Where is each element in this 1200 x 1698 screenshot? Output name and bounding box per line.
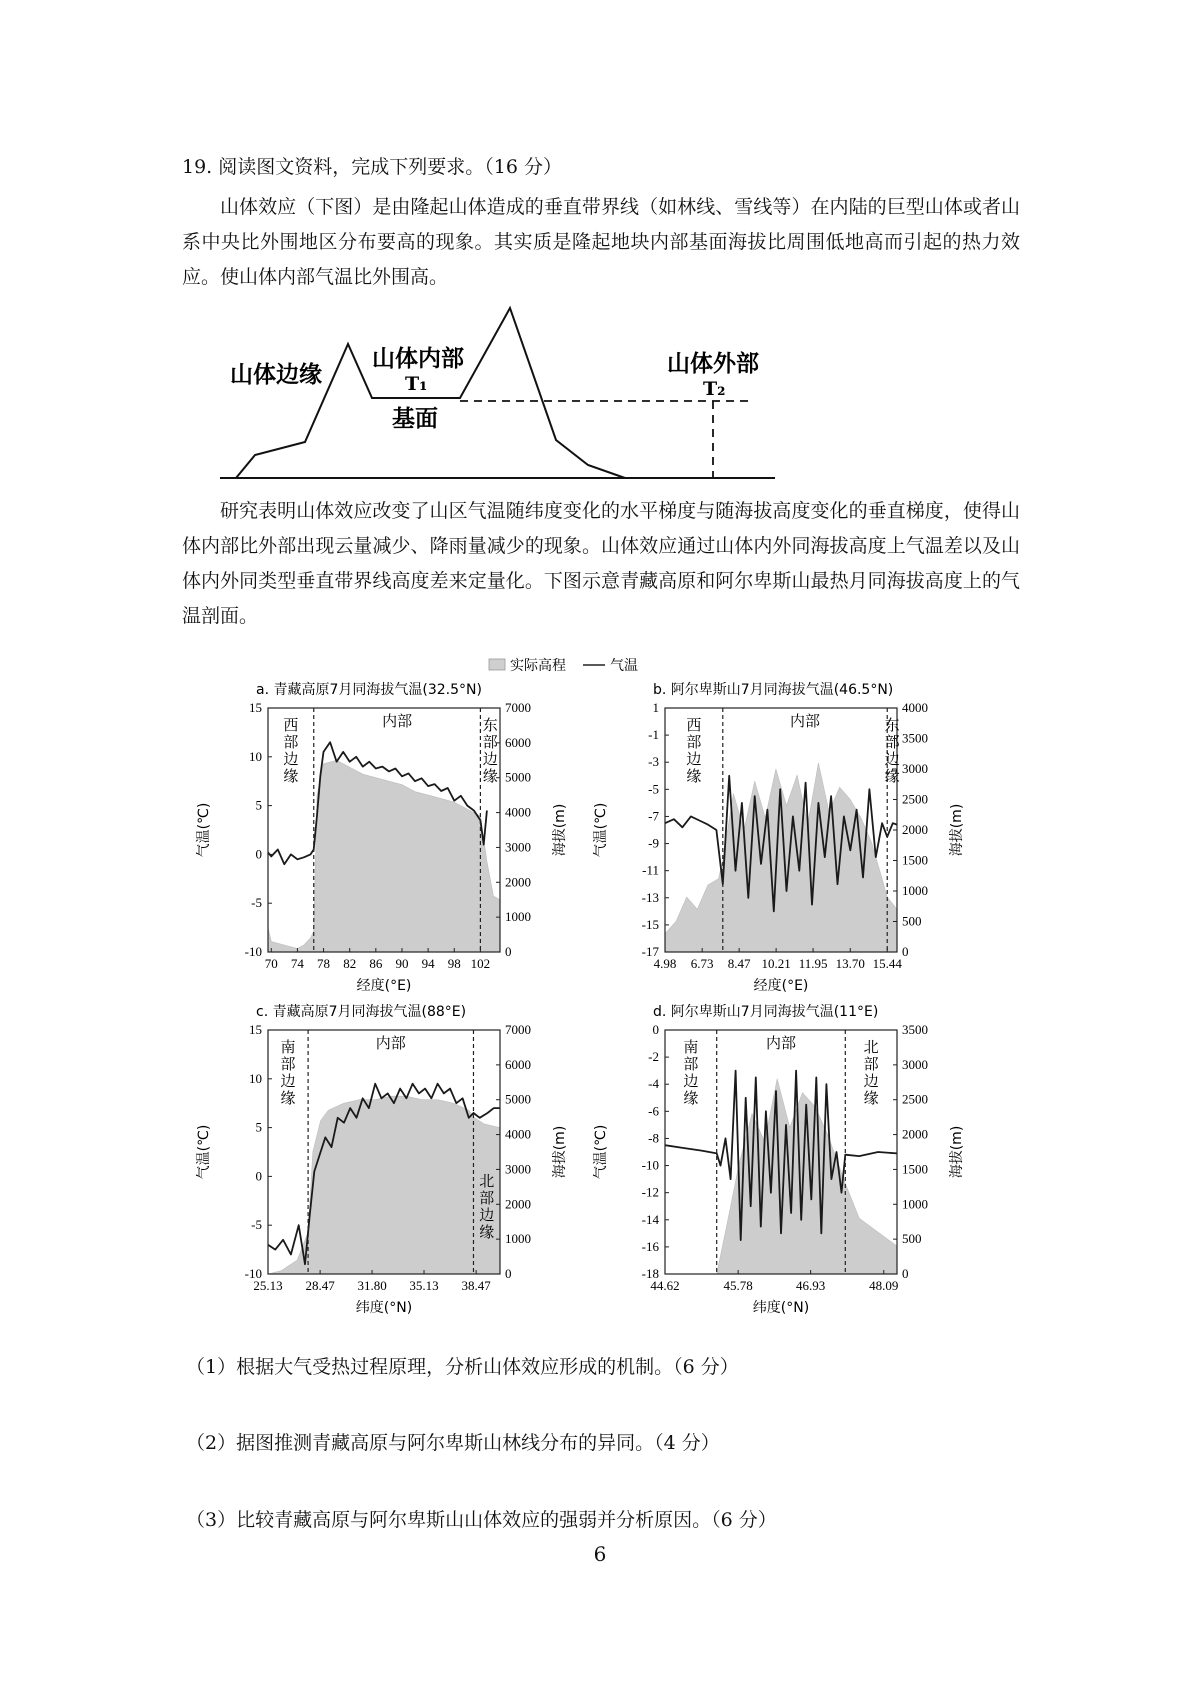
x-axis-tick-label: 35.13	[409, 1278, 439, 1293]
left-axis-tick-label: -1	[648, 727, 659, 743]
right-axis-tick-label: 1000	[505, 1231, 531, 1247]
right-axis-tick-label: 1500	[902, 852, 928, 868]
x-axis-tick-label: 11.95	[798, 956, 828, 971]
right-axis-tick-label: 6000	[505, 734, 531, 750]
left-axis-tick-label: 1	[652, 700, 659, 715]
right-axis-tick-label: 5000	[505, 1091, 531, 1107]
zone-label-start: 缘	[686, 767, 702, 785]
zone-label-end: 北	[863, 1038, 879, 1056]
diagram-edge-label: 山体边缘	[230, 362, 322, 388]
left-axis-tick-label: 0	[652, 1022, 659, 1037]
zone-label-start: 部	[683, 1055, 699, 1073]
sub-question-2: （2）据图推测青藏高原与阿尔卑斯山林线分布的异同。（4 分）	[186, 1432, 720, 1454]
chart-title: b. 阿尔卑斯山7月同海拔气温(46.5°N)	[653, 682, 894, 698]
chart-legend	[489, 657, 638, 674]
intro-paragraph: 山体效应（下图）是由隆起山体造成的垂直带界线（如林线、雪线等）在内陆的巨型山体或者山系中央比外围地区分布要高的现象。其实质是隆起地块内部基面海拔比周围低地高而引起的热力效应。使山体内部气温比外围高。	[182, 196, 1020, 288]
zone-label-end: 东	[884, 716, 900, 734]
chart-panel-d	[593, 1003, 965, 1316]
right-axis-tick-label: 7000	[505, 700, 531, 715]
right-axis-tick-label: 4000	[505, 1126, 531, 1142]
left-axis-title: 气温(℃)	[593, 1124, 609, 1180]
zone-label-end: 边	[863, 1072, 879, 1090]
x-axis-tick-label: 46.93	[796, 1278, 826, 1293]
page-number: 6	[593, 1542, 607, 1566]
left-axis-tick-label: -10	[641, 1157, 659, 1173]
left-axis-tick-label: -14	[641, 1211, 659, 1227]
elevation-area	[665, 1079, 897, 1274]
x-axis-tick-label: 10.21	[761, 956, 791, 971]
x-axis-tick-label: 70	[264, 956, 278, 971]
x-axis-title: 纬度(°N)	[752, 1300, 810, 1316]
x-axis-tick-label: 31.80	[357, 1278, 387, 1293]
diagram-outer-label: 山体外部	[667, 351, 759, 377]
diagram-inner-label: 山体内部	[372, 346, 464, 372]
sub-question-3: （3）比较青藏高原与阿尔卑斯山山体效应的强弱并分析原因。（6 分）	[186, 1509, 777, 1531]
zone-label-inner: 内部	[789, 712, 821, 730]
left-axis-tick-label: -7	[648, 808, 659, 824]
chart-title: d. 阿尔卑斯山7月同海拔气温(11°E)	[653, 1004, 879, 1020]
chart-panel-b	[593, 681, 965, 994]
right-axis-tick-label: 5000	[505, 769, 531, 785]
left-axis-tick-label: -5	[251, 895, 262, 911]
left-axis-tick-label: -10	[244, 1266, 262, 1281]
zone-label-end: 缘	[479, 1223, 495, 1241]
right-axis-tick-label: 3500	[902, 1022, 928, 1037]
left-axis-tick-label: -6	[648, 1103, 659, 1119]
zone-label-end: 边	[482, 750, 498, 768]
x-axis-title: 纬度(°N)	[355, 1300, 413, 1316]
left-axis-tick-label: -3	[648, 754, 659, 770]
x-axis-tick-label: 28.47	[305, 1278, 335, 1293]
right-axis-tick-label: 2500	[902, 1091, 928, 1107]
right-axis-tick-label: 4000	[505, 804, 531, 820]
left-axis-tick-label: 10	[249, 1070, 262, 1086]
left-axis-title: 气温(℃)	[196, 802, 212, 858]
x-axis-tick-label: 4.98	[653, 956, 677, 971]
left-axis-tick-label: -10	[244, 944, 262, 959]
right-axis-tick-label: 0	[902, 944, 909, 959]
zone-label-end: 边	[884, 750, 900, 768]
left-axis-tick-label: -18	[641, 1266, 659, 1281]
zone-label-inner: 内部	[765, 1034, 797, 1052]
zone-label-start: 边	[280, 1072, 296, 1090]
zone-label-start: 部	[280, 1055, 296, 1073]
right-axis-tick-label: 2000	[505, 1196, 531, 1212]
right-axis-tick-label: 3000	[902, 761, 928, 776]
x-axis-tick-label: 8.47	[727, 956, 751, 971]
right-axis-tick-label: 500	[902, 913, 922, 929]
right-axis-tick-label: 0	[505, 1266, 512, 1281]
right-axis-tick-label: 1500	[902, 1161, 928, 1177]
mountain-effect-diagram	[220, 308, 775, 478]
zone-label-inner: 内部	[382, 712, 413, 730]
legend-elevation-label: 实际高程	[510, 658, 566, 674]
zone-label-end: 缘	[482, 767, 498, 785]
x-axis-tick-label: 15.44	[872, 956, 902, 971]
left-axis-title: 气温(℃)	[593, 802, 609, 858]
zone-label-end: 部	[479, 1189, 495, 1207]
left-axis-tick-label: -8	[648, 1130, 659, 1146]
right-axis-tick-label: 3500	[902, 730, 928, 746]
zone-label-start: 南	[280, 1038, 296, 1056]
zone-label-start: 部	[283, 733, 299, 751]
charts-group	[196, 681, 965, 1316]
left-axis-tick-label: -12	[641, 1184, 659, 1200]
right-axis-tick-label: 3000	[902, 1056, 928, 1072]
right-axis-tick-label: 2000	[505, 874, 531, 890]
chart-title: c. 青藏高原7月同海拔气温(88°E)	[256, 1004, 467, 1020]
right-axis-tick-label: 6000	[505, 1056, 531, 1072]
left-axis-tick-label: 0	[255, 846, 262, 862]
left-axis-title: 气温(℃)	[196, 1124, 212, 1180]
diagram-t1-label: T₁	[405, 373, 428, 395]
right-axis-tick-label: 500	[902, 1231, 922, 1247]
zone-label-start: 部	[686, 733, 702, 751]
zone-label-end: 部	[482, 733, 498, 751]
right-axis-tick-label: 1000	[902, 883, 928, 898]
zone-label-inner: 内部	[375, 1034, 406, 1052]
x-axis-tick-label: 13.70	[835, 956, 865, 971]
left-axis-tick-label: 5	[255, 797, 262, 813]
research-paragraph: 研究表明山体效应改变了山区气温随纬度变化的水平梯度与随海拔高度变化的垂直梯度，使得山体内部比外部出现云量减少、降雨量减少的现象。山体效应通过山体内外同海拔高度上气温差以及山体内外同类型垂直带界线高度差来定量化。下图示意青藏高原和阿尔卑斯山最热月同海拔高度上的气温剖面。	[182, 500, 1020, 627]
right-axis-tick-label: 2000	[902, 1126, 928, 1142]
zone-label-start: 边	[686, 750, 702, 768]
left-axis-tick-label: -5	[648, 781, 659, 797]
x-axis-tick-label: 94	[421, 956, 435, 971]
zone-label-start: 缘	[283, 767, 299, 785]
chart-panel-c	[196, 1003, 568, 1316]
legend-temperature-label: 气温	[610, 658, 638, 674]
right-axis-tick-label: 2500	[902, 791, 928, 807]
zone-label-end: 部	[884, 733, 900, 751]
x-axis-tick-label: 82	[343, 956, 357, 971]
left-axis-tick-label: -4	[648, 1076, 659, 1092]
x-axis-tick-label: 74	[290, 956, 304, 971]
diagram-t2-label: T₂	[703, 378, 726, 400]
x-axis-title: 经度(°E)	[356, 978, 412, 994]
right-axis-tick-label: 7000	[505, 1022, 531, 1037]
left-axis-tick-label: 10	[249, 748, 262, 764]
x-axis-tick-label: 48.09	[869, 1278, 899, 1293]
zone-label-end: 东	[482, 716, 498, 734]
x-axis-tick-label: 98	[447, 956, 461, 971]
x-axis-tick-label: 6.73	[690, 956, 714, 971]
right-axis-tick-label: 4000	[902, 700, 928, 715]
left-axis-tick-label: -9	[648, 835, 659, 851]
legend-elevation-swatch	[489, 659, 505, 670]
sub-question-1: （1）根据大气受热过程原理，分析山体效应形成的机制。（6 分）	[186, 1356, 739, 1378]
left-axis-tick-label: 15	[249, 700, 262, 715]
right-axis-tick-label: 0	[505, 944, 512, 959]
zone-label-start: 缘	[683, 1089, 699, 1107]
left-axis-tick-label: -11	[642, 862, 659, 878]
right-axis-tick-label: 3000	[505, 839, 531, 855]
zone-label-start: 西	[686, 716, 702, 734]
x-axis-tick-label: 90	[395, 956, 409, 971]
diagram-base-label: 基面	[392, 406, 438, 432]
x-axis-title: 经度(°E)	[753, 978, 809, 994]
zone-label-end: 北	[479, 1172, 495, 1190]
left-axis-tick-label: -17	[641, 944, 659, 959]
right-axis-title: 海拔(m)	[552, 803, 568, 857]
zone-label-start: 西	[283, 716, 299, 734]
left-axis-tick-label: 5	[255, 1119, 262, 1135]
left-axis-tick-label: -2	[648, 1049, 659, 1065]
zone-label-end: 部	[863, 1055, 879, 1073]
x-axis-tick-label: 38.47	[461, 1278, 491, 1293]
left-axis-tick-label: -13	[641, 889, 659, 905]
mountain-profile	[236, 308, 625, 478]
right-axis-title: 海拔(m)	[949, 1125, 965, 1179]
zone-label-start: 边	[683, 1072, 699, 1090]
left-axis-tick-label: -16	[641, 1238, 659, 1254]
x-axis-tick-label: 45.78	[723, 1278, 753, 1293]
elevation-area	[268, 760, 500, 952]
zone-label-start: 边	[283, 750, 299, 768]
zone-label-start: 南	[683, 1038, 699, 1056]
right-axis-tick-label: 1000	[505, 909, 531, 925]
right-axis-title: 海拔(m)	[552, 1125, 568, 1179]
chart-title: a. 青藏高原7月同海拔气温(32.5°N)	[256, 682, 482, 698]
right-axis-title: 海拔(m)	[949, 803, 965, 857]
x-axis-tick-label: 102	[470, 956, 491, 971]
x-axis-tick-label: 25.13	[253, 1278, 283, 1293]
left-axis-tick-label: 15	[249, 1022, 262, 1037]
zone-label-end: 边	[479, 1206, 495, 1224]
x-axis-tick-label: 86	[369, 956, 383, 971]
question-title: 19. 阅读图文资料，完成下列要求。（16 分）	[182, 156, 562, 178]
zone-label-start: 缘	[280, 1089, 296, 1107]
x-axis-tick-label: 78	[317, 956, 331, 971]
right-axis-tick-label: 2000	[902, 822, 928, 837]
zone-label-end: 缘	[863, 1089, 879, 1107]
left-axis-tick-label: -15	[641, 916, 659, 932]
zone-label-end: 缘	[884, 767, 900, 785]
right-axis-tick-label: 0	[902, 1266, 909, 1281]
right-axis-tick-label: 1000	[902, 1196, 928, 1212]
x-axis-tick-label: 44.62	[650, 1278, 680, 1293]
left-axis-tick-label: 0	[255, 1168, 262, 1184]
right-axis-tick-label: 3000	[505, 1161, 531, 1177]
left-axis-tick-label: -5	[251, 1217, 262, 1233]
chart-panel-a	[196, 681, 568, 994]
